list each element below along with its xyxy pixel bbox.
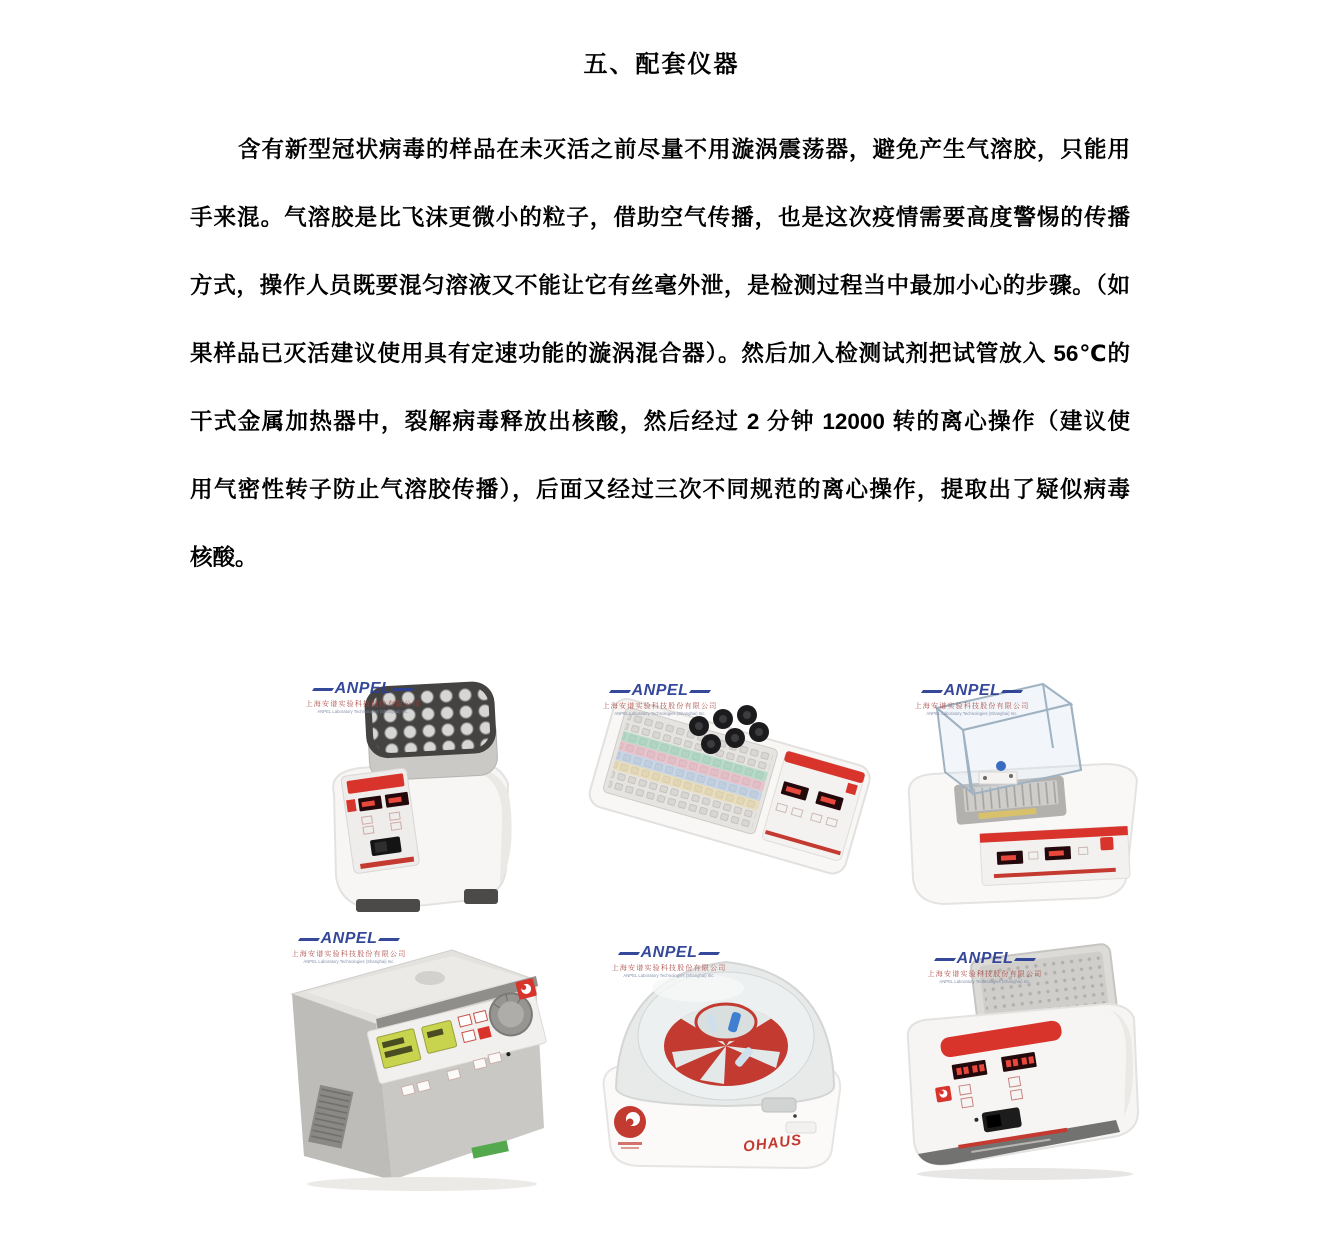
swoosh-line (378, 938, 400, 941)
watermark-company-en: ANPEL Laboratory Technologies (Shanghai) Inc. (926, 711, 1018, 717)
swoosh-line (392, 688, 414, 691)
lid-button (415, 971, 445, 985)
product-photo-centrifuge (262, 916, 562, 1196)
knob-icon (996, 761, 1006, 771)
paragraph-line: 用气密性转子防止气溶胶传播），后面又经过三次不同规范的离心操作，提取出了疑似病毒 (190, 477, 1130, 502)
watermark-company-cn: 上海安谱实验科技股份有限公司 (914, 703, 1030, 710)
lid-latch (762, 1098, 796, 1112)
paragraph-line: 果样品已灭活建议使用具有定速功能的漩涡混合器）。然后加入检测试剂把试管放入 56℃的 (190, 341, 1130, 366)
anpel-watermark (298, 680, 428, 715)
swoosh-line (298, 938, 320, 941)
watermark-company-en: ANPEL Laboratory Technologies (Shanghai) Inc. (317, 709, 409, 715)
swoosh-line (1014, 958, 1036, 961)
anpel-logo-text: ANPEL (631, 682, 689, 699)
watermark-company-en: ANPEL Laboratory Technologies (Shanghai) Inc. (623, 973, 715, 979)
anpel-watermark (920, 950, 1050, 985)
anpel-watermark (604, 944, 734, 979)
watermark-company-en: ANPEL Laboratory Technologies (Shanghai) Inc. (939, 979, 1031, 985)
watermark-company-cn: 上海安谱实验科技股份有限公司 (611, 965, 727, 972)
control-panel (341, 768, 420, 874)
body-paragraph (190, 116, 1130, 592)
paragraph-line: 含有新型冠状病毒的样品在未灭活之前尽量不用漩涡震荡器，避免产生气溶胶，只能用 (238, 137, 1130, 162)
paragraph-line: 手来混。气溶胶是比飞沫更微小的粒子，借助空气传播，也是这次疫情需要高度警惕的传播 (190, 205, 1130, 230)
ohaus-brand-label: OHAUS (742, 1131, 803, 1156)
watermark-company-cn: 上海安谱实验科技股份有限公司 (602, 703, 718, 710)
watermark-company-en: ANPEL Laboratory Technologies (Shanghai) Inc. (614, 711, 706, 717)
anpel-logo-text: ANPEL (640, 944, 698, 961)
product-photo-dry-block-heater (583, 672, 873, 916)
paragraph-line: 核酸。 (190, 545, 258, 570)
control-panel (980, 826, 1131, 886)
paragraph-line: 方式，操作人员既要混匀溶液又不能让它有丝毫外泄，是检测过程当中最加小心的步骤。（如 (190, 273, 1130, 298)
ohaus-logo-icon (614, 1106, 646, 1149)
anpel-watermark (284, 930, 414, 965)
anpel-watermark (595, 682, 725, 717)
watermark-company-cn: 上海安谱实验科技股份有限公司 (927, 971, 1043, 978)
product-photo-incubating-shaker (893, 672, 1183, 916)
section-title: 五、配套仪器 (583, 51, 740, 78)
brand-logo-icon (1100, 837, 1114, 851)
swoosh-line (921, 690, 943, 693)
swoosh-line (698, 952, 720, 955)
anpel-logo-text: ANPEL (334, 680, 392, 697)
paragraph-line: 干式金属加热器中，裂解病毒释放出核酸，然后经过 2 分钟 12000 转的离心操作（建议使 (190, 409, 1130, 434)
product-photo-block-vortex-mixer (268, 672, 558, 916)
watermark-company-en: ANPEL Laboratory Technologies (Shanghai) Inc. (303, 959, 395, 965)
anpel-logo-text: ANPEL (320, 930, 378, 947)
anpel-logo-text: ANPEL (943, 682, 1001, 699)
swoosh-line (312, 688, 334, 691)
anpel-logo-text: ANPEL (956, 950, 1014, 967)
swoosh-line (934, 958, 956, 961)
swoosh-line (689, 690, 711, 693)
watermark-company-cn: 上海安谱实验科技股份有限公司 (305, 701, 421, 708)
swoosh-line (1001, 690, 1023, 693)
product-photo-microplate-mixer (890, 916, 1190, 1196)
swoosh-line (609, 690, 631, 693)
brand-logo-icon (346, 799, 357, 812)
anpel-watermark (907, 682, 1037, 717)
watermark-company-cn: 上海安谱实验科技股份有限公司 (291, 951, 407, 958)
product-photo-mini-centrifuge (580, 916, 880, 1196)
swoosh-line (618, 952, 640, 955)
